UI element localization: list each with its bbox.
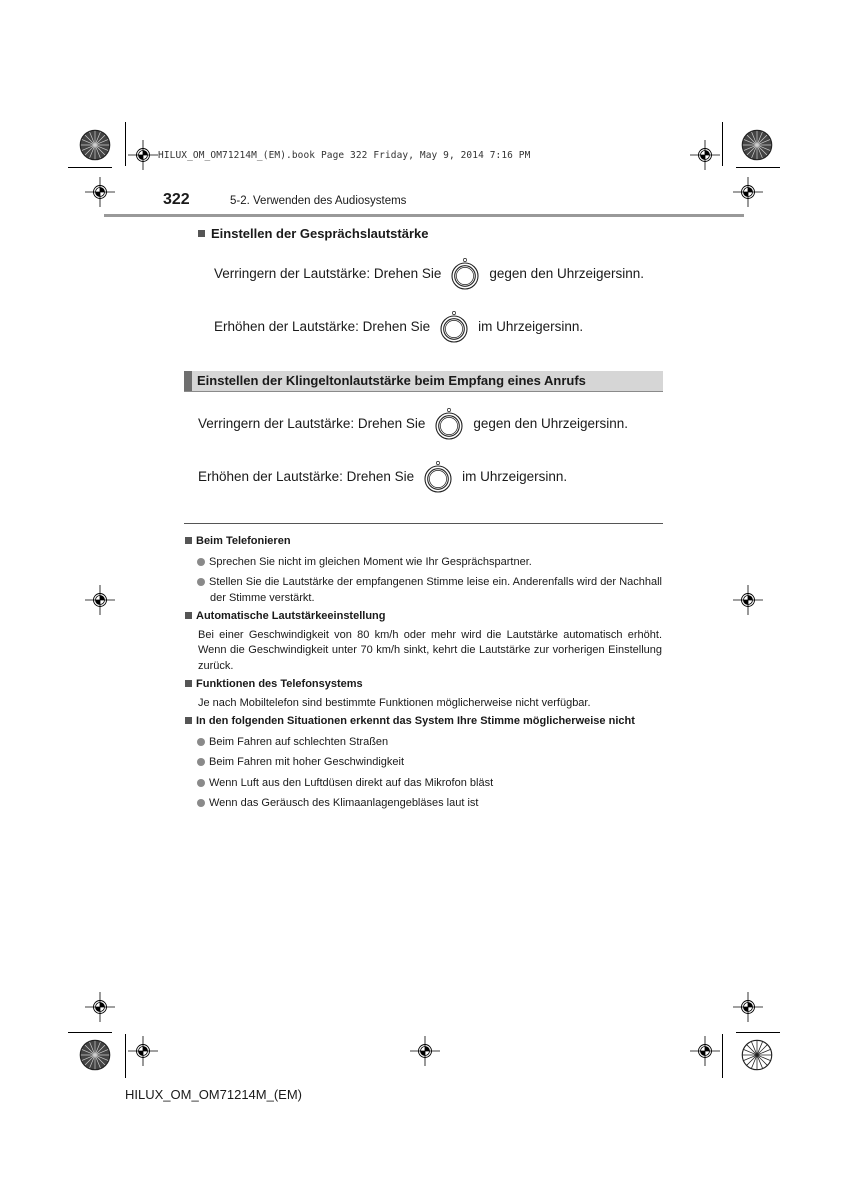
color-registration-target-icon: [78, 1038, 112, 1072]
instruction-text: im Uhrzeigersinn.: [462, 468, 568, 484]
instruction-text: Erhöhen der Lautstärke: Drehen Sie: [214, 318, 431, 334]
instruction-text: Verringern der Lautstärke: Drehen Sie: [198, 415, 426, 431]
list-item: Sprechen Sie nicht im gleichen Moment wie Ihr Gesprächspartner.: [185, 555, 662, 571]
instruction-line: [198, 459, 567, 493]
instruction-line: [214, 309, 583, 343]
bullet-icon: [197, 738, 205, 746]
instruction-text: gegen den Uhrzeigersinn.: [473, 415, 628, 431]
notes-section: [185, 531, 662, 812]
crosshair-registration-icon: [733, 177, 763, 207]
crosshair-registration-icon: [85, 992, 115, 1022]
note-heading: Funktionen des Telefonsystems: [185, 677, 662, 693]
heading-accent: [184, 371, 192, 391]
volume-knob-icon: [448, 256, 482, 290]
bullet-icon: [197, 558, 205, 566]
square-bullet-icon: [185, 717, 192, 724]
section-heading-call-volume: [198, 226, 428, 241]
instruction-text: Verringern der Lautstärke: Drehen Sie: [214, 265, 442, 281]
crosshair-registration-icon: [690, 140, 720, 170]
list-item: Beim Fahren auf schlechten Straßen: [185, 735, 662, 751]
header-rule: [104, 214, 744, 217]
note-paragraph: Bei einer Geschwindigkeit von 80 km/h oder mehr wird die Lautstärke automatisch erhöht. Wenn die Geschwindigkeit unter 70 km/h sinkt, kehrt die Lautstärke zur vorherigen Einstellung zurück.: [198, 628, 662, 672]
square-bullet-icon: [185, 680, 192, 687]
square-bullet-icon: [198, 230, 205, 237]
volume-knob-icon: [437, 309, 471, 343]
print-info: HILUX_OM_OM71214M_(EM).book Page 322 Friday, May 9, 2014 7:16 PM: [158, 150, 531, 161]
crosshair-registration-icon: [85, 177, 115, 207]
instruction-text: gegen den Uhrzeigersinn.: [489, 265, 644, 281]
note-heading: Automatische Lautstärkeeinstellung: [185, 609, 662, 625]
square-bullet-icon: [185, 612, 192, 619]
instruction-text: im Uhrzeigersinn.: [478, 318, 584, 334]
chapter-title: 5-2. Verwenden des Audiosystems: [230, 195, 407, 207]
instruction-text: Erhöhen der Lautstärke: Drehen Sie: [198, 468, 415, 484]
list-item: Wenn das Geräusch des Klimaanlagengebläses laut ist: [185, 796, 662, 812]
note-heading: Beim Telefonieren: [185, 534, 662, 550]
list-item: Beim Fahren mit hoher Geschwindigkeit: [185, 755, 662, 771]
volume-knob-icon: [421, 459, 455, 493]
section-heading-ringtone-volume: [184, 371, 663, 392]
color-registration-target-icon: [740, 1038, 774, 1072]
crosshair-registration-icon: [128, 140, 158, 170]
crosshair-registration-icon: [410, 1036, 440, 1066]
section-heading-text: Einstellen der Gesprächslautstärke: [211, 226, 429, 241]
crosshair-registration-icon: [690, 1036, 720, 1066]
instruction-line: [214, 256, 644, 290]
crosshair-registration-icon: [85, 585, 115, 615]
volume-knob-icon: [432, 406, 466, 440]
section-heading-text: Einstellen der Klingeltonlautstärke beim Empfang eines Anrufs: [197, 373, 586, 388]
note-paragraph: Je nach Mobiltelefon sind bestimmte Funktionen möglicherweise nicht verfügbar.: [198, 696, 591, 709]
crosshair-registration-icon: [733, 585, 763, 615]
notes-divider: [184, 523, 663, 524]
list-item: Stellen Sie die Lautstärke der empfangenen Stimme leise ein. Anderenfalls wird der Nachhall der Stimme verstärkt.: [185, 575, 662, 606]
footer-doc-id: HILUX_OM_OM71214M_(EM): [125, 1087, 302, 1102]
bullet-icon: [197, 578, 205, 586]
bullet-icon: [197, 758, 205, 766]
color-registration-target-icon: [740, 128, 774, 162]
list-item: Wenn Luft aus den Luftdüsen direkt auf das Mikrofon bläst: [185, 776, 662, 792]
crosshair-registration-icon: [733, 992, 763, 1022]
instruction-line: [198, 406, 628, 440]
crosshair-registration-icon: [128, 1036, 158, 1066]
color-registration-target-icon: [78, 128, 112, 162]
square-bullet-icon: [185, 537, 192, 544]
note-heading: In den folgenden Situationen erkennt das System Ihre Stimme möglicherweise nicht: [185, 714, 662, 730]
page-number: 322: [163, 191, 190, 208]
bullet-icon: [197, 799, 205, 807]
bullet-icon: [197, 779, 205, 787]
